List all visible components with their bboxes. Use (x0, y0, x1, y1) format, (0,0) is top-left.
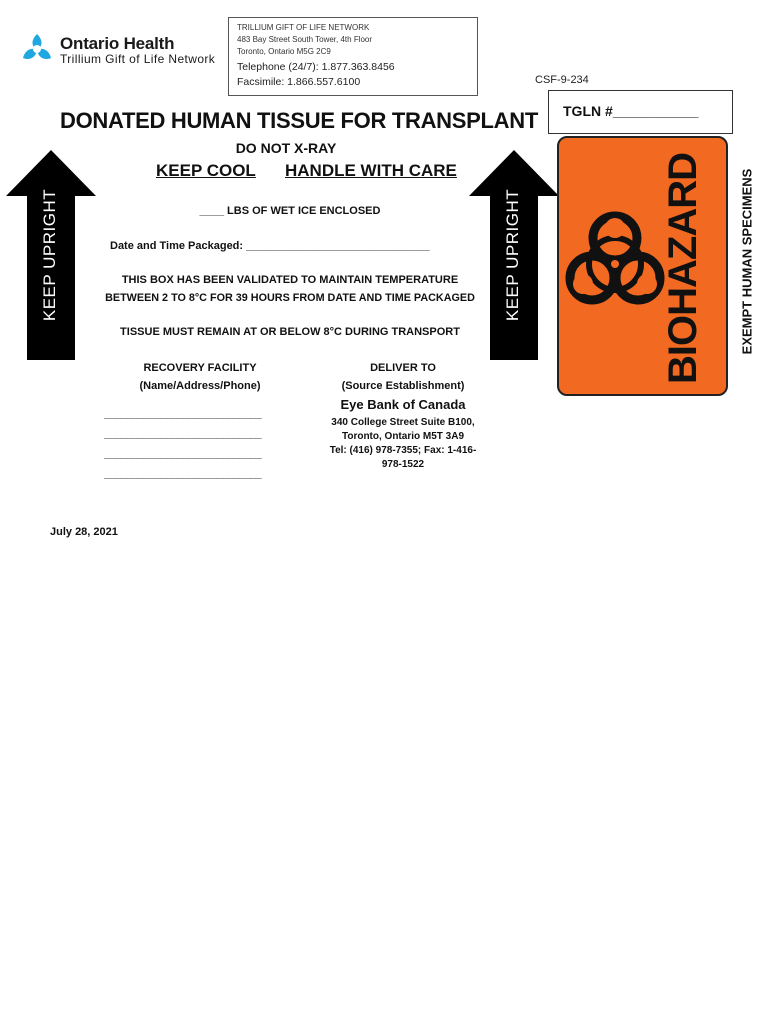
footer-date: July 28, 2021 (50, 526, 118, 538)
deliver-subheading: (Source Establishment) (341, 380, 465, 392)
deliver-address-line1: 340 College Street Suite B100, (331, 417, 475, 428)
address-telephone: Telephone (24/7): 1.877.363.8456 (237, 61, 395, 73)
tissue-temperature-note: TISSUE MUST REMAIN AT OR BELOW 8°C DURING TRANSPORT (120, 326, 460, 338)
wet-ice-line[interactable]: ____ LBS OF WET ICE ENCLOSED (199, 205, 381, 217)
deliver-phone-line1: Tel: (416) 978-7355; Fax: 1-416- (329, 445, 477, 456)
address-facsimile: Facsimile: 1.866.557.6100 (237, 76, 361, 88)
recovery-lines[interactable] (104, 404, 300, 484)
deliver-name: Eye Bank of Canada (340, 397, 466, 412)
deliver-to-section (318, 359, 488, 472)
ontario-trillium-icon (20, 32, 54, 68)
biohazard-icon (565, 206, 665, 316)
form-code: CSF-9-234 (535, 74, 589, 86)
logo-subtitle: Trillium Gift of Life Network (60, 52, 216, 66)
exempt-specimens-label: EXEMPT HUMAN SPECIMENS (739, 168, 755, 355)
validation-line-1: THIS BOX HAS BEEN VALIDATED TO MAINTAIN TEMPERATURE (121, 274, 459, 286)
recovery-line[interactable]: ____________________________ (104, 468, 262, 480)
biohazard-text: BIOHAZARD (661, 153, 705, 384)
recovery-subheading: (Name/Address/Phone) (139, 380, 261, 392)
handle-with-care-label: HANDLE WITH CARE (285, 161, 457, 180)
logo-name: Ontario Health (60, 34, 175, 53)
deliver-phone-line2: 978-1522 (381, 459, 425, 470)
page-title: DONATED HUMAN TISSUE FOR TRANSPLANT (60, 108, 538, 133)
address-box (228, 17, 478, 96)
recovery-facility-section (100, 359, 300, 395)
tgln-field[interactable]: TGLN #___________ (548, 90, 733, 134)
validation-line-2: BETWEEN 2 TO 8°C FOR 39 HOURS FROM DATE AND TIME PACKAGED (105, 292, 475, 304)
do-not-xray-label: DO NOT X-RAY (235, 140, 337, 156)
recovery-line[interactable]: ____________________________ (104, 448, 262, 460)
keep-upright-right-text: KEEP UPRIGHT (503, 188, 522, 322)
ontario-health-logo (20, 30, 220, 70)
recovery-line[interactable]: ____________________________ (104, 428, 262, 440)
deliver-address-line2: Toronto, Ontario M5T 3A9 (341, 431, 465, 442)
recovery-line[interactable]: ____________________________ (104, 408, 262, 420)
address-org: TRILLIUM GIFT OF LIFE NETWORK (237, 23, 370, 32)
deliver-heading: DELIVER TO (370, 362, 436, 374)
keep-cool-label: KEEP COOL (156, 161, 256, 180)
address-street: 483 Bay Street South Tower, 4th Floor (237, 35, 373, 44)
recovery-heading: RECOVERY FACILITY (143, 362, 257, 374)
address-city: Toronto, Ontario M5G 2C9 (237, 47, 331, 56)
biohazard-label (557, 136, 728, 396)
date-packaged-field[interactable]: Date and Time Packaged: ______________________________ (110, 240, 430, 252)
keep-upright-left-text: KEEP UPRIGHT (40, 188, 59, 322)
